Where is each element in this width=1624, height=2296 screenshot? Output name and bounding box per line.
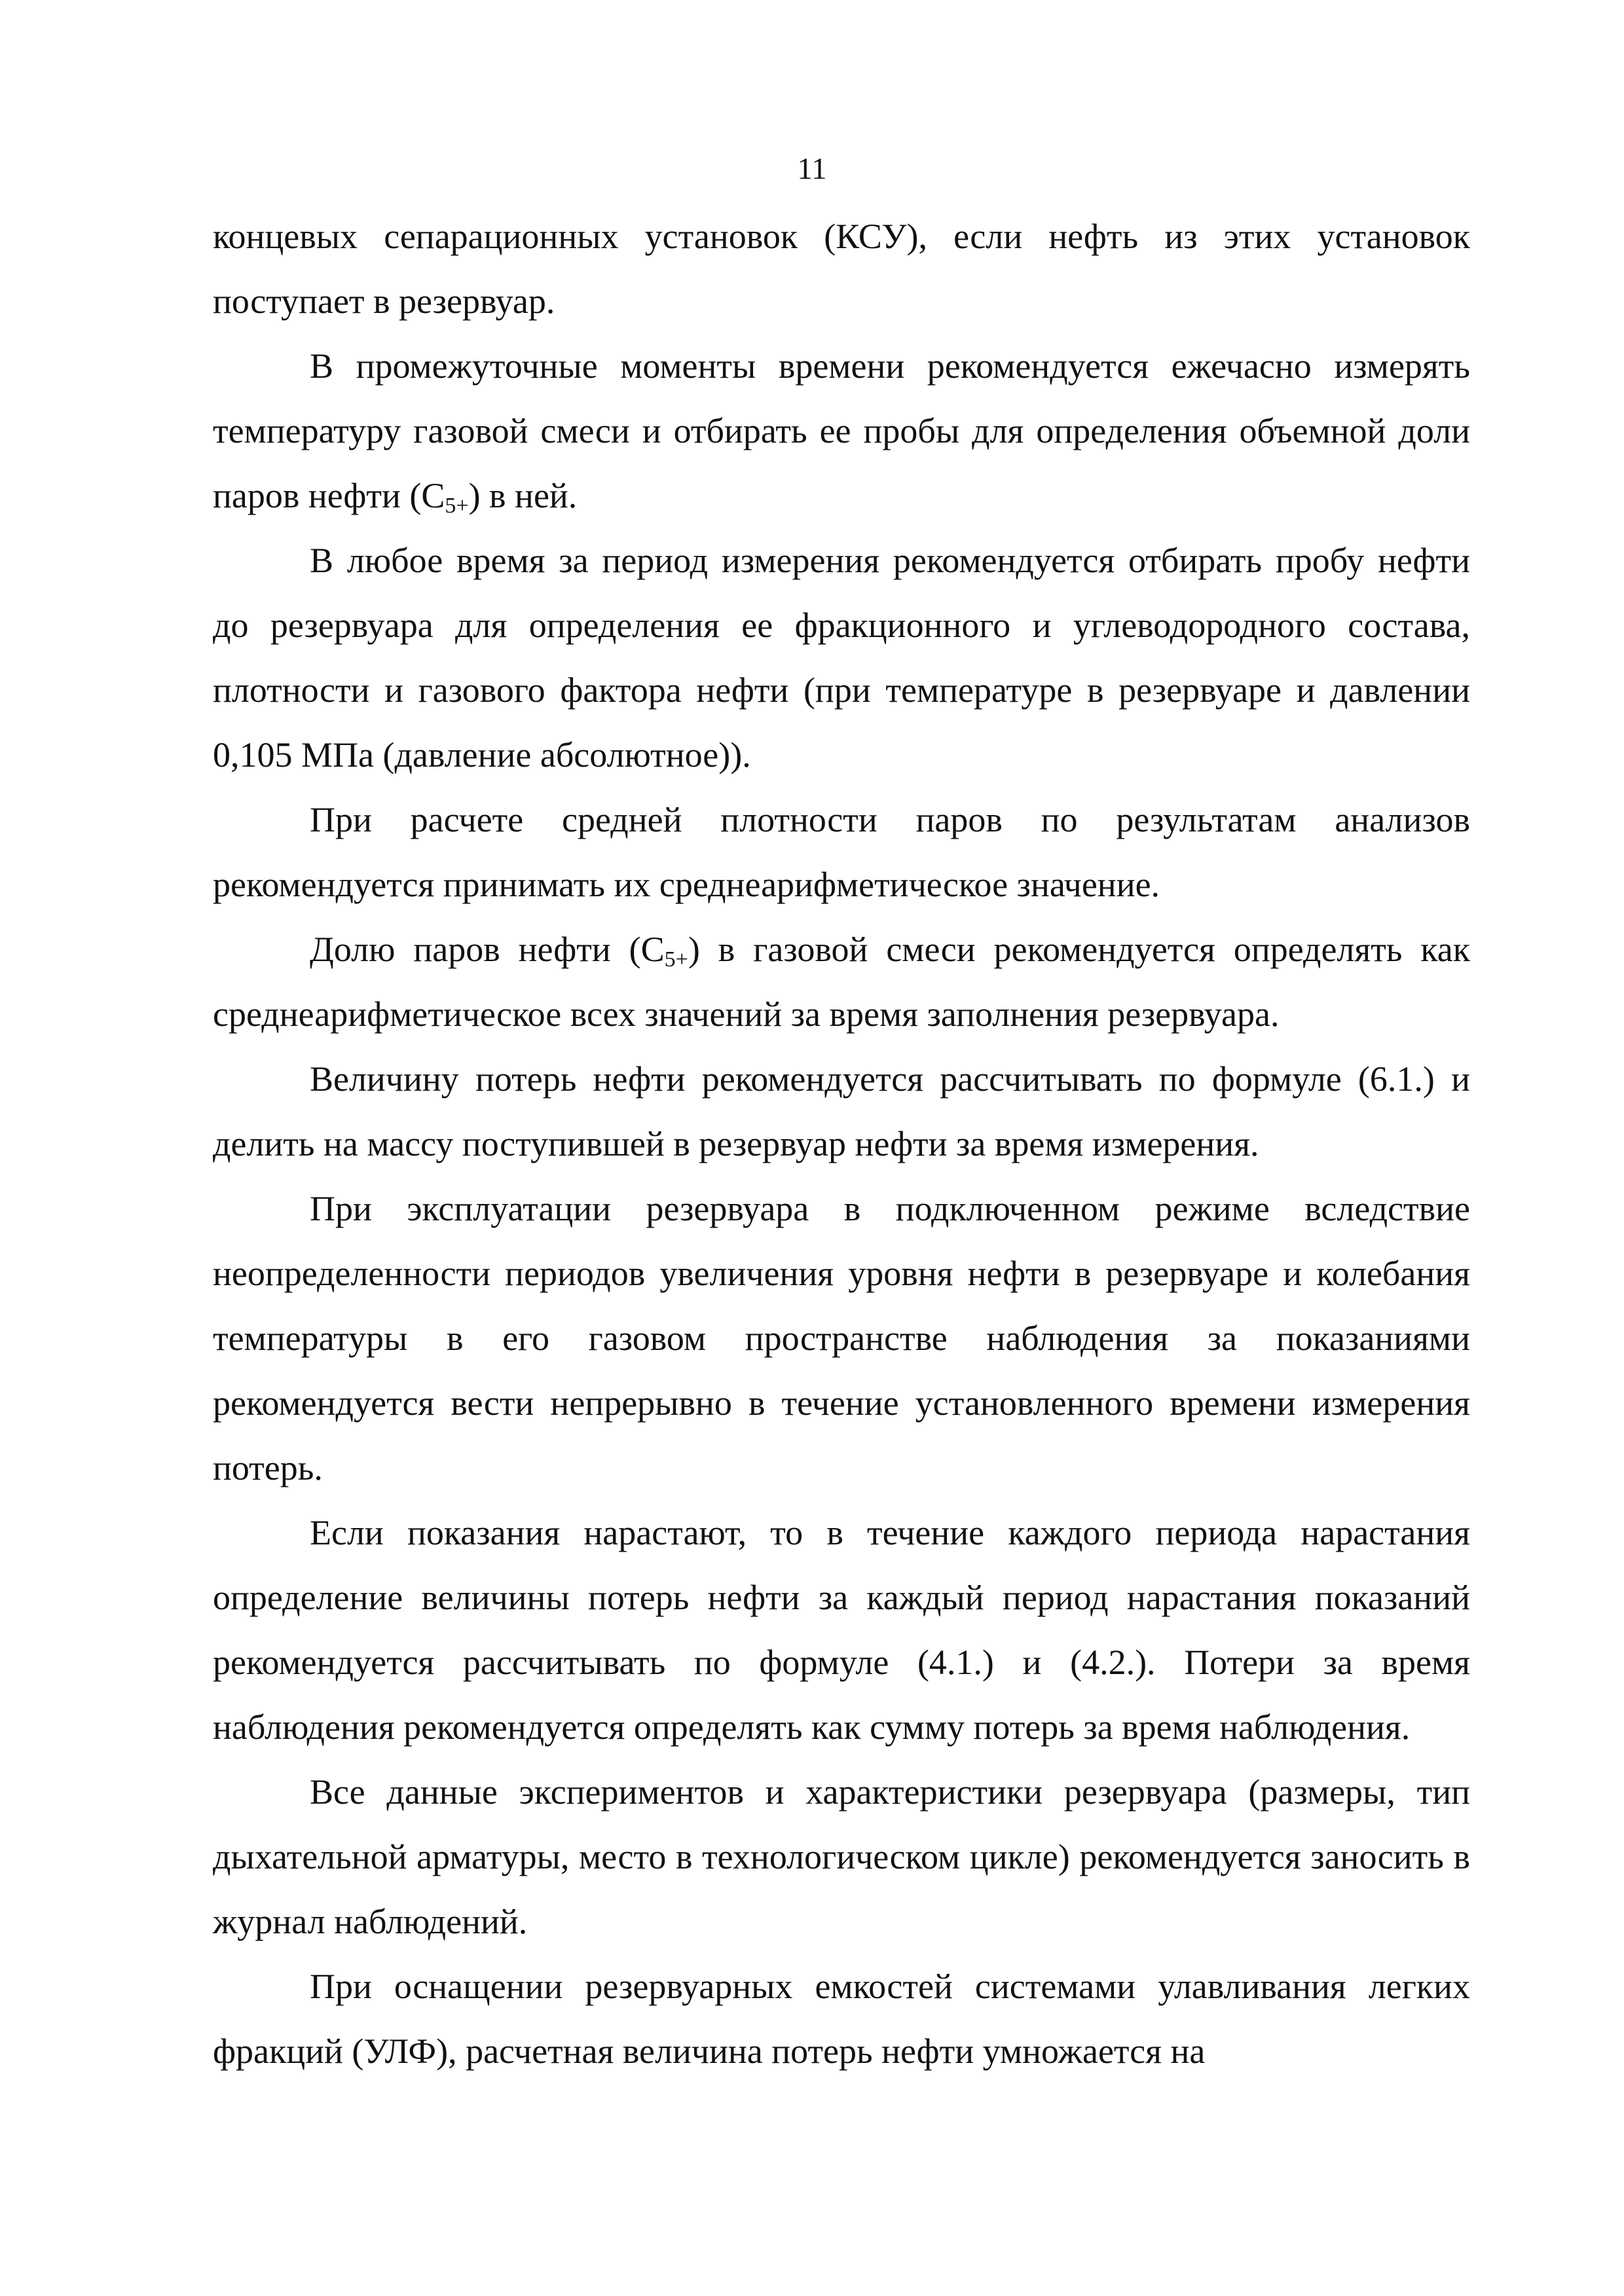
subscript: 5+ <box>445 494 469 518</box>
paragraph-loss-calculation: Величину потерь нефти рекомендуется рассчитывать по формуле (6.1.) и делить на массу поступившей в резервуар нефти за время измерения. <box>213 1059 1470 1163</box>
paragraph-text: Долю паров нефти (C <box>310 930 665 969</box>
paragraph-vapor-recovery: При оснащении резервуарных емкостей системами улавливания легких фракций (УЛФ), расчетная величина потерь нефти умножается на <box>213 1967 1470 2071</box>
paragraph-connected-mode: При эксплуатации резервуара в подключенном режиме вследствие неопределенности периодов увеличения уровня нефти в резервуаре и колебания температуры в его газовом пространстве наблюдения за показаниями рекомендуется вести непрерывно в течение установленного времени измерения потерь. <box>213 1189 1470 1487</box>
paragraph-average-density: При расчете средней плотности паров по результатам анализов рекомендуется принимать их среднеарифметическое значение. <box>213 800 1470 904</box>
body-text <box>213 204 1470 2084</box>
paragraph-journal: Все данные экспериментов и характеристики резервуара (размеры, тип дыхательной арматуры, место в технологическом цикле) рекомендуется заносить в журнал наблюдений. <box>213 1772 1470 1941</box>
paragraph-vapor-fraction <box>213 917 1470 1047</box>
page-number: 11 <box>797 152 827 186</box>
paragraph-intermediate-moments <box>213 334 1470 528</box>
paragraph-text-after: ) в газовой смеси рекомендуется определять как среднеарифметическое всех значений за время заполнения резервуара. <box>213 930 1471 1034</box>
paragraph-increasing-readings: Если показания нарастают, то в течение каждого периода нарастания определение величины потерь нефти за каждый период нарастания показаний рекомендуется рассчитывать по формуле (4.1.) и (4.2.). Потери за время наблюдения рекомендуется определять как сумму потерь за время наблюдения. <box>213 1513 1470 1747</box>
paragraph-sampling: В любое время за период измерения рекомендуется отбирать пробу нефти до резервуара для определения ее фракционного и углеводородного состава, плотности и газового фактора нефти (при температуре в резервуаре и давлении 0,105 МПа (давление абсолютное)). <box>213 541 1470 774</box>
paragraph-text-after: ) в ней. <box>468 476 578 515</box>
paragraph-text: В промежуточные моменты времени рекомендуется ежечасно измерять температуру газовой смеси и отбирать ее пробы для определения объемной доли паров нефти (C <box>213 346 1470 515</box>
subscript: 5+ <box>664 947 688 972</box>
paragraph-continuation: концевых сепарационных установок (КСУ), если нефть из этих установок поступает в резервуар. <box>213 217 1470 321</box>
